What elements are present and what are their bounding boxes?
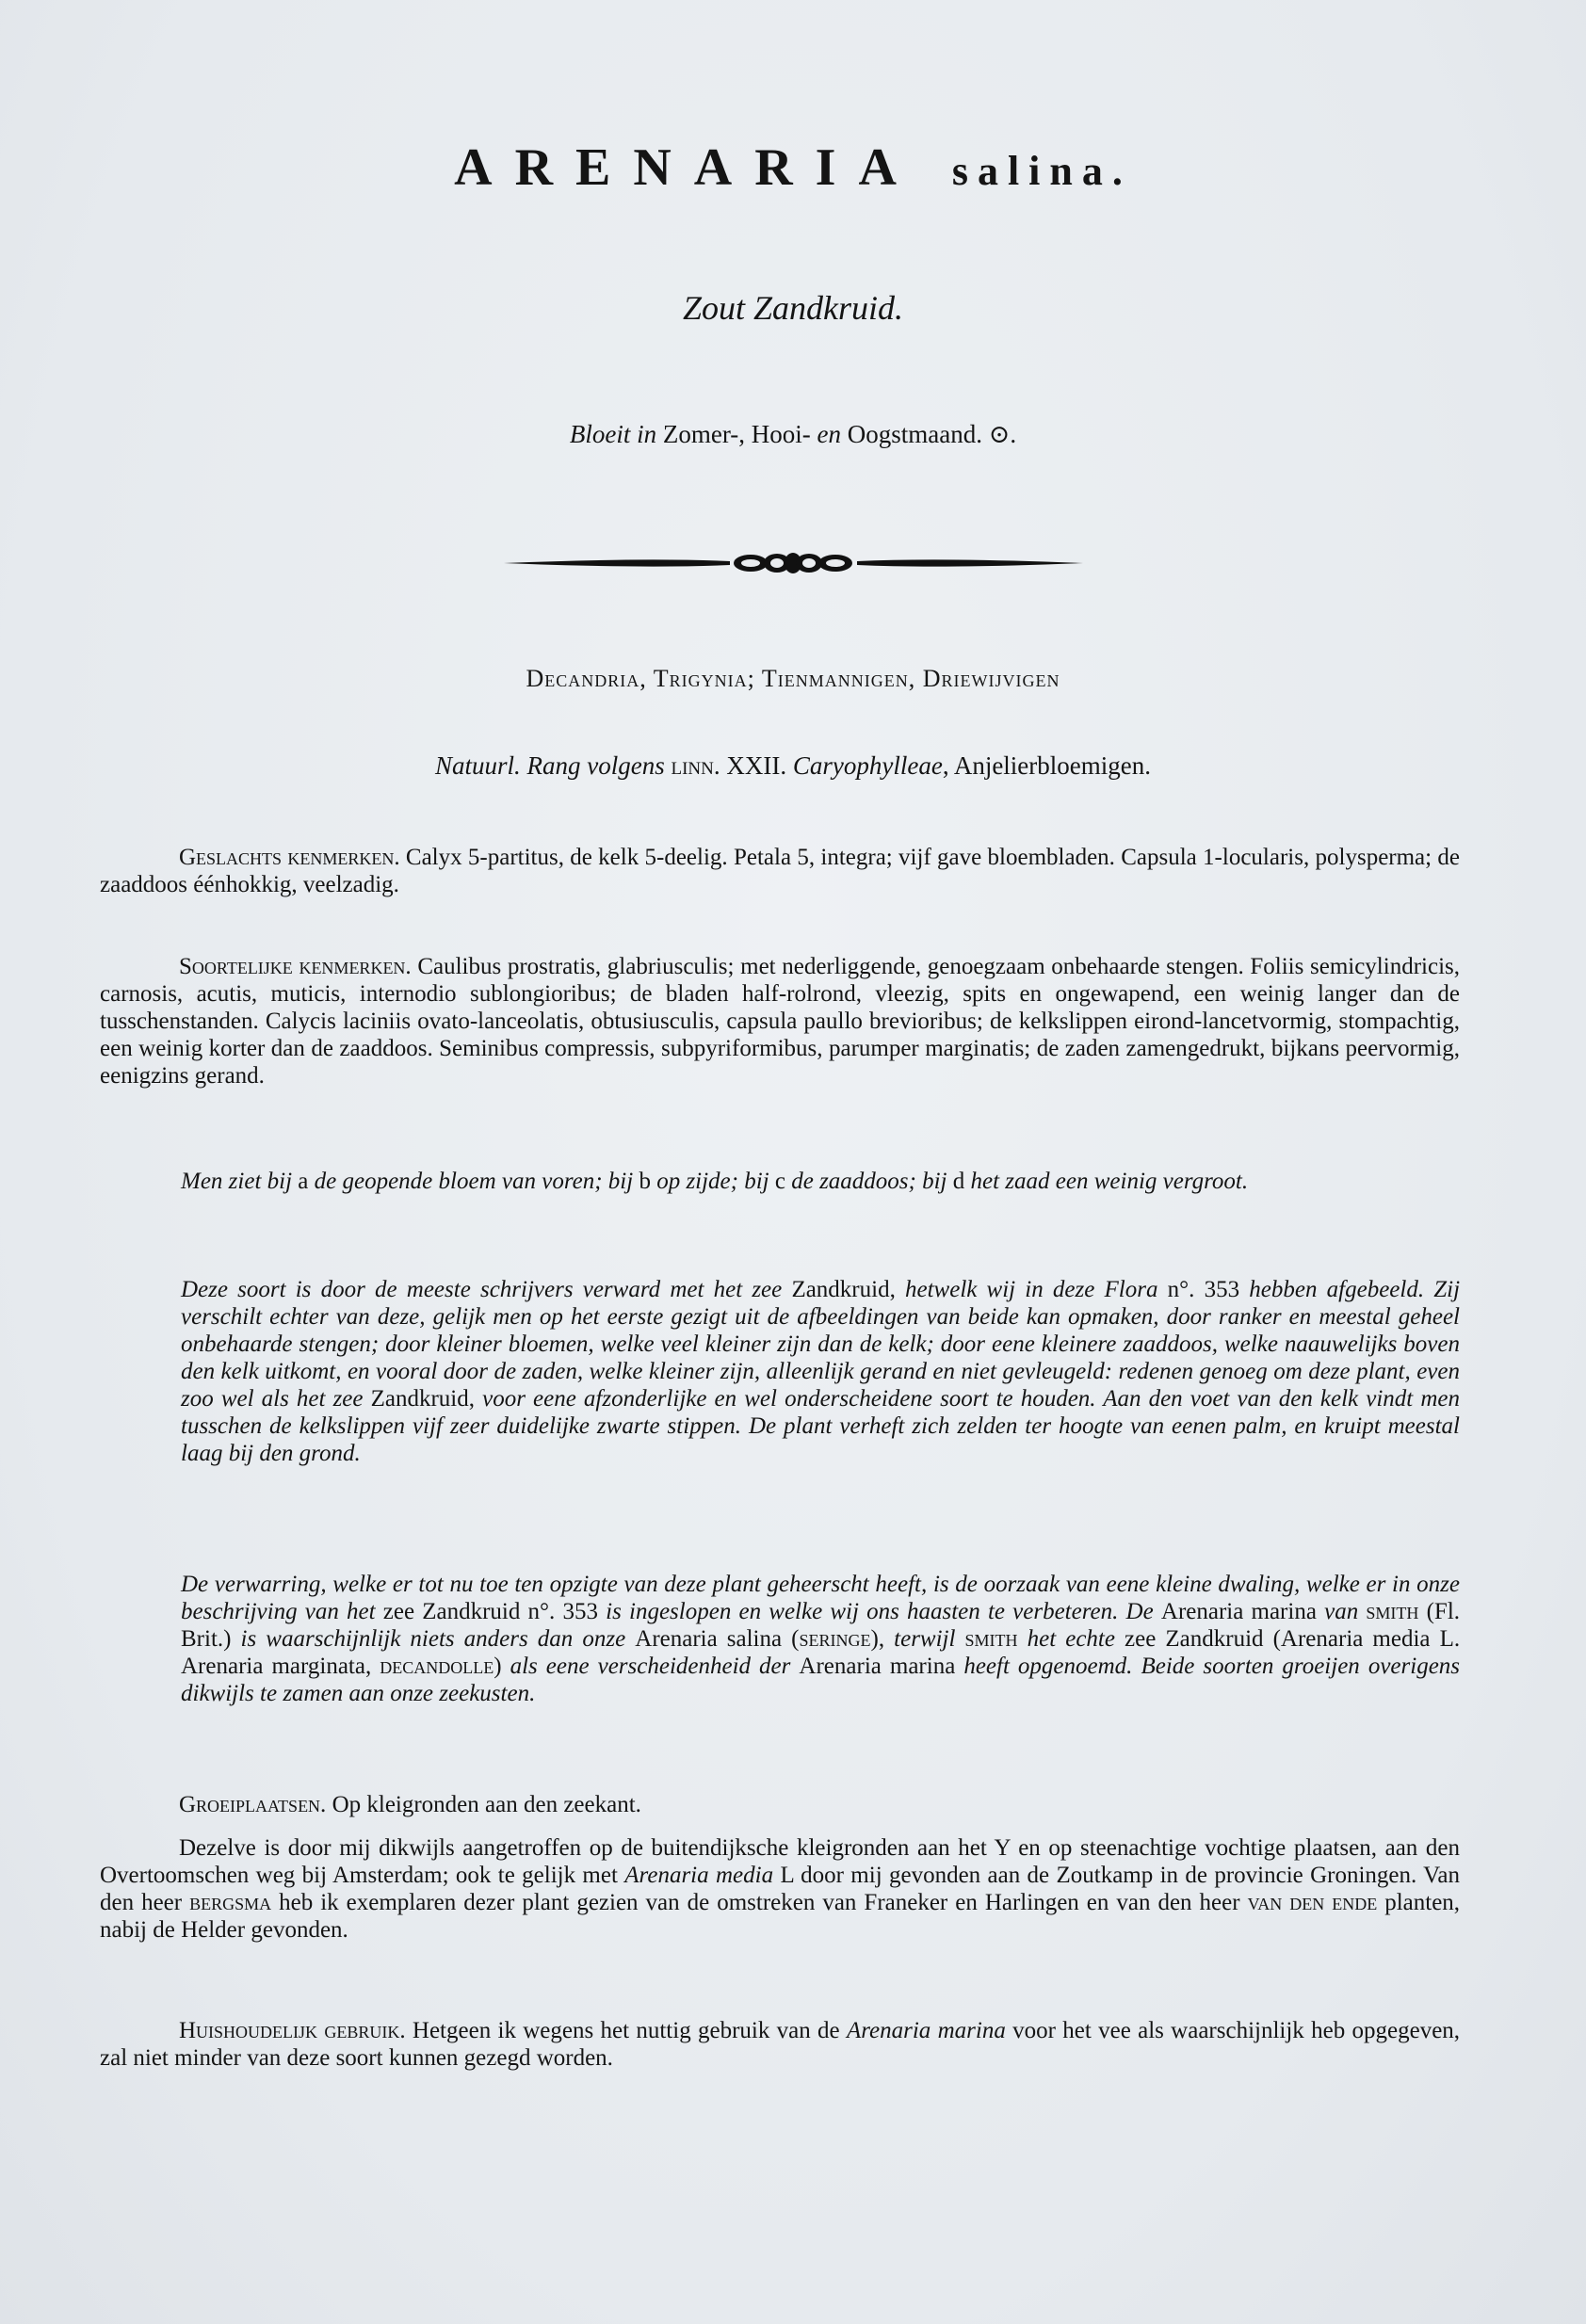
confusion-text-6: het echte	[1027, 1626, 1115, 1652]
page-subtitle: Zout Zandkruid.	[682, 289, 904, 327]
distinction-plate-number: n°. 353	[1167, 1277, 1240, 1302]
localities-paragraph	[100, 1834, 1460, 1944]
confusion-author-seringe: seringe	[799, 1626, 871, 1652]
confusion-text-1: De verwarring, welke er tot nu toe ten opzigte van deze plant geheerscht heeft, is de oorzaak van eene kleine dwaling, welke er in onze beschrijving van het	[181, 1572, 1460, 1624]
figure-text-3: op zijde; bij	[656, 1169, 769, 1194]
confusion-text-2: is ingeslopen en welke wij ons haasten te verbeteren. De	[606, 1599, 1154, 1624]
species-characters-text: Caulibus prostratis, glabriusculis; met nederliggende, genoegzaam onbehaarde stengen. Foliis semicylindricis, carnosis, acutis, muticis, internodio sublongioribus; de bladen half-rolrond, vleezig, spits en ongewapend, een weinig langer dan de tusschenstanden. Calycis laciniis ovato-lanceolatis, obtusiusculis, capsula paullo brevioribus; de kelkslippen eirond-lancetvormig, stompachtig, een weinig korter dan de zaaddoos. Seminibus compressis, subpyriformibus, parumper marginatis; de zaden zamengedrukt, bijkans peervormig, eenigzins gerand.	[100, 954, 1460, 1089]
habitat-heading: Groeiplaatsen.	[179, 1792, 327, 1817]
confusion-author-smith: smith	[1366, 1599, 1419, 1624]
confusion-roman-3: (Fl. Brit.)	[181, 1599, 1461, 1652]
confusion-roman-6: zee Zandkruid (Arenaria media L. Arenaria marginata,	[181, 1626, 1461, 1679]
confusion-paragraph	[181, 1571, 1460, 1707]
title-genus: ARENARIA	[454, 138, 916, 197]
localities-name-bergsma: bergsma	[189, 1890, 272, 1915]
confusion-author-decandolle: decandolle	[380, 1654, 494, 1679]
genus-characters-heading: Geslachts kenmerken.	[179, 845, 400, 870]
distinction-paragraph	[181, 1276, 1460, 1467]
figure-label-b: b	[639, 1169, 651, 1194]
figure-explanation-paragraph	[181, 1168, 1460, 1195]
household-use-species: Arenaria marina	[846, 2018, 1006, 2043]
confusion-author-smith-2: smith	[964, 1626, 1018, 1652]
habitat-paragraph	[100, 1791, 1460, 1818]
household-use-text-1: Hetgeen ik wegens het nuttig gebruik van de	[412, 2018, 840, 2043]
bloom-months: Zomer-, Hooi-	[662, 420, 811, 448]
confusion-roman-2: Arenaria marina	[1160, 1599, 1317, 1624]
distinction-text-1: Deze soort is door de meeste schrijvers verward met het zee	[181, 1277, 783, 1302]
confusion-text-8: heeft opgenoemd. Beide soorten groeijen overigens dikwijls te zamen aan onze zeekusten.	[181, 1654, 1461, 1706]
localities-text-3: heb ik exemplaren dezer plant gezien van de omstreken van Franeker en Harlingen en van den heer	[279, 1890, 1240, 1915]
rank-family: Caryophylleae	[792, 751, 943, 780]
distinction-text-4: voor eene afzonderlijke en wel onderscheidene soort te houden. Aan den voet van den kelk vindt men tusschen de kelkslippen vijf zeer duidelijke zwarte stippen. De plant verheft zich zelden ter hoogte van eenen palm, en kruipt meestal laag bij den grond.	[181, 1386, 1460, 1466]
localities-text-2: L door mij gevonden aan de Zoutkamp in de provincie Groningen. Van den heer	[100, 1863, 1461, 1915]
confusion-text-3: van	[1324, 1599, 1359, 1624]
ornamental-divider	[504, 544, 1083, 582]
confusion-roman-1: zee Zandkruid n°. 353	[382, 1599, 598, 1624]
confusion-text-4: is waarschijnlijk niets anders dan onze	[240, 1626, 626, 1652]
annual-symbol: ⊙.	[988, 420, 1017, 448]
genus-characters-paragraph	[100, 844, 1460, 898]
classification-line: Decandria, Trigynia; Tienmannigen, Driewijvigen	[526, 665, 1060, 692]
figure-label-c: c	[774, 1169, 785, 1194]
distinction-roman-2: Zandkruid,	[370, 1386, 475, 1412]
rank-number: XXII.	[726, 751, 787, 780]
figure-label-a: a	[298, 1169, 309, 1194]
rank-author: linn.	[671, 751, 720, 780]
household-use-text-2: voor het vee als waarschijnlijk heb opgegeven, zal niet minder van deze soort kunnen gezegd worden.	[100, 2018, 1461, 2071]
bloom-en: en	[817, 420, 842, 448]
figure-label-d: d	[952, 1169, 965, 1194]
figure-text-4: de zaaddoos; bij	[791, 1169, 947, 1194]
rank-family-dutch: , Anjelierbloemigen.	[942, 751, 1152, 780]
natural-rank-line	[0, 751, 1586, 781]
localities-name-van-den-ende: van den ende	[1247, 1890, 1378, 1915]
title-species: salina.	[951, 148, 1132, 194]
distinction-roman-1: Zandkruid,	[791, 1277, 896, 1302]
distinction-text-3: hebben afgebeeld. Zij verschilt echter van deze, gelijk men op het eerste gezigt uit de afbeeldingen van beide kan opmaken, door ranker en meestal geheel onbehaarde stengen; door kleiner bloemen, welke veel kleiner zijn dan de kelk; door eene kleinere zaaddoos, welke naauwelijks boven den kelk uitkomt, en vooral door de zaden, welke kleiner zijn, alleenlijk gerand en niet gevleugeld: redenen genoeg om deze plant, even zoo wel als het zee	[181, 1277, 1461, 1412]
household-use-heading: Huishoudelijk gebruik.	[179, 2018, 406, 2043]
figure-text-2: de geopende bloem van voren; bij	[314, 1169, 634, 1194]
confusion-roman-7: )	[494, 1654, 502, 1679]
page-title	[0, 137, 1586, 198]
figure-text-5: het zaad een weinig vergroot.	[970, 1169, 1249, 1194]
confusion-roman-5: ),	[870, 1626, 885, 1652]
rank-lead: Natuurl. Rang volgens	[434, 751, 665, 780]
bloom-lead: Bloeit in	[569, 420, 657, 448]
bloom-line	[0, 420, 1586, 449]
localities-text-4: planten, nabij de Helder gevonden.	[100, 1890, 1461, 1943]
habitat-text: Op kleigronden aan den zeekant.	[332, 1792, 641, 1817]
distinction-text-2: hetwelk wij in deze Flora	[905, 1277, 1158, 1302]
bloom-months-2: Oogstmaand.	[847, 420, 982, 448]
localities-text-1: Dezelve is door mij dikwijls aangetroffen op de buitendijksche kleigronden aan het Y en op steenachtige vochtige plaatsen, aan den Overtoomschen weg bij Amsterdam; ook te gelijk met	[100, 1835, 1460, 1888]
localities-species: Arenaria media	[624, 1863, 774, 1888]
confusion-roman-4: Arenaria salina (	[635, 1626, 800, 1652]
confusion-text-7: als eene verscheidenheid der	[510, 1654, 791, 1679]
species-characters-paragraph	[100, 953, 1460, 1089]
confusion-roman-8: Arenaria marina	[799, 1654, 956, 1679]
confusion-text-5: terwijl	[894, 1626, 956, 1652]
household-use-paragraph	[100, 2017, 1460, 2072]
genus-characters-text: Calyx 5-partitus, de kelk 5-deelig. Petala 5, integra; vijf gave bloembladen. Capsula 1-locularis, polysperma; de zaaddoos éénhokkig, veelzadig.	[100, 845, 1460, 897]
figure-text-1: Men ziet bij	[181, 1169, 293, 1194]
species-characters-heading: Soortelijke kenmerken.	[179, 954, 412, 979]
